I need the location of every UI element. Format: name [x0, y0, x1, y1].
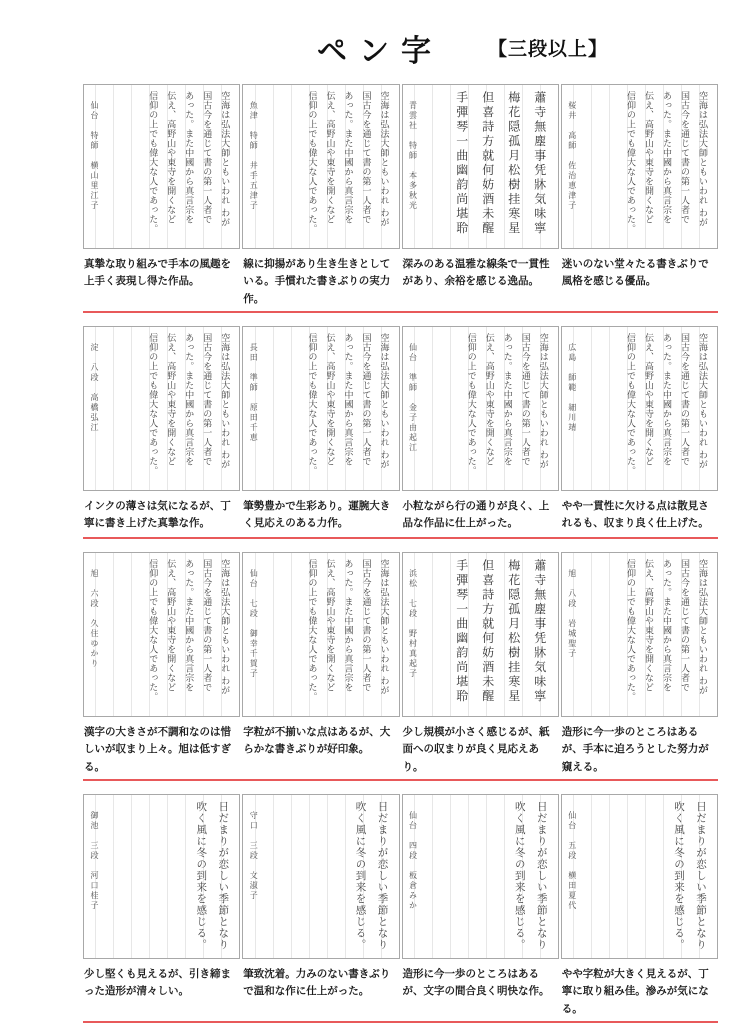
calligraphy-sample — [83, 552, 240, 717]
calligraphy-sample — [242, 326, 399, 491]
sample-text-column: 国古今を通じて書の第一人者で — [680, 332, 690, 466]
work-cell — [561, 552, 718, 776]
sample-text-column: 空海は弘法大師ともいわれ わが — [379, 91, 390, 228]
sample-text-column: 日だまりが恋しい季節となり — [535, 800, 548, 951]
calligraphy-sample — [242, 552, 399, 717]
sample-signature: 仙台 準師 金子由起江 — [408, 342, 418, 453]
calligraphy-sample — [83, 84, 240, 249]
sample-text-column: 吹く風に冬の到来を感じる。 — [354, 800, 367, 951]
work-cell — [83, 326, 240, 534]
judge-comment: 迷いのない堂々たる書きぶりで風格を感じる優品。 — [561, 259, 709, 288]
judge-comment: やや字粒が大きく見えるが、丁寧に取り組み佳。滲みが気になる。 — [561, 968, 709, 1015]
sample-text — [304, 333, 394, 484]
sample-text-column: 日だまりが恋しい季節となり — [217, 800, 230, 951]
judge-comment: 少し規模が小さく感じるが、紙面への収まりが良く見応えあり。 — [402, 726, 550, 773]
sample-text-column: 蕭寺無塵事凭牀気味寧 — [532, 91, 547, 236]
calligraphy-sample — [402, 84, 559, 249]
sample-signature: 仙台 特師 横山里江子 — [90, 101, 99, 211]
sample-text — [144, 91, 234, 242]
works-row-cells — [83, 84, 718, 308]
page-title: ペン字 — [317, 35, 444, 68]
calligraphy-sample — [242, 84, 399, 249]
sample-text-column: 空海は弘法大師ともいわれ わが — [379, 558, 390, 695]
sample-text-column: 蕭寺無塵事凭牀気味寧 — [532, 558, 547, 704]
sample-text-column: あった。また中國から真言宗を — [184, 558, 195, 692]
sample-signature: 浜松 七段 野村真起子 — [408, 568, 418, 679]
sample-signature: 桜井 高師 佐治恵津子 — [567, 101, 577, 211]
sample-text — [509, 801, 553, 952]
sample-text-column: あった。また中國から真言宗を — [343, 91, 354, 224]
work-cell — [83, 794, 240, 1018]
calligraphy-sample — [402, 326, 559, 491]
sample-signature: 広島 師範 細川靖 — [567, 342, 577, 433]
sample-text-column: 手彈琴一曲幽韵尚堪聆 — [454, 558, 469, 704]
sample-text-column: 吹く風に冬の到来を感じる。 — [195, 800, 208, 951]
sample-text — [622, 91, 712, 242]
sample-signature: 旭 六段 久住ゆかり — [90, 568, 99, 669]
sample-text-column: 空海は弘法大師ともいわれ わが — [698, 91, 708, 228]
sample-text-column: 伝え、高野山や東寺を開くなど — [484, 332, 495, 466]
sample-text-column: あった。また中國から真言宗を — [662, 91, 672, 224]
work-cell — [561, 794, 718, 1018]
red-underline — [83, 311, 718, 313]
sample-text — [190, 801, 234, 952]
sample-signature: 魚津 特師 井手五津子 — [249, 101, 259, 211]
work-cell — [83, 552, 240, 776]
sample-signature: 仙台 五段 横田夏代 — [567, 810, 577, 911]
works-row — [83, 794, 718, 1023]
judge-comment: 小粒ながら行の通りが良く、上品な作品に仕上がった。 — [402, 500, 550, 530]
sample-text-column: 梅花隠孤月松樹挂寒星 — [506, 91, 521, 236]
works-row — [83, 326, 718, 539]
sample-text — [304, 559, 394, 710]
sample-text-column: 空海は弘法大師ともいわれ わが — [698, 558, 708, 695]
sample-text-column: 伝え、高野山や東寺を開くなど — [166, 91, 177, 224]
sample-text — [622, 559, 712, 710]
sample-text-column: 空海は弘法大師ともいわれ わが — [220, 332, 231, 469]
red-underline — [83, 779, 718, 781]
sample-text-column: あった。また中國から真言宗を — [343, 332, 354, 466]
sample-text-column: 空海は弘法大師ともいわれ わが — [379, 332, 390, 469]
sample-text-column: 伝え、高野山や東寺を開くなど — [166, 558, 177, 692]
sample-text-column: 信仰の上でも偉大な人であった。 — [307, 332, 318, 476]
sample-text-column: 日だまりが恋しい季節となり — [376, 800, 389, 951]
sample-text-column: 国古今を通じて書の第一人者で — [680, 558, 690, 692]
sample-signature: 仙台 四段 板倉みか — [408, 810, 418, 911]
red-underline — [83, 537, 718, 539]
sample-text-column: 吹く風に冬の到来を感じる。 — [673, 800, 685, 951]
sample-text-column: あった。また中國から真言宗を — [184, 332, 195, 466]
works-row-cells — [83, 552, 718, 776]
sample-text-column: 国古今を通じて書の第一人者で — [202, 332, 213, 466]
sample-text-column: 梅花隠孤月松樹挂寒星 — [506, 558, 521, 704]
work-cell — [402, 794, 559, 1018]
work-cell — [242, 794, 399, 1018]
sample-text-column: 国古今を通じて書の第一人者で — [202, 558, 213, 692]
sample-text-column: 国古今を通じて書の第一人者で — [361, 332, 372, 466]
sample-signature: 御池 三段 河口桂子 — [90, 810, 99, 911]
judge-comment: 字粒が不揃いな点はあるが、大らかな書きぶりが好印象。 — [243, 726, 391, 756]
sample-text-column: 吹く風に冬の到来を感じる。 — [513, 800, 526, 951]
sample-text-column: 手彈琴一曲幽韵尚堪聆 — [454, 91, 469, 236]
sample-text — [144, 333, 234, 484]
judge-comment: インクの薄さは気になるが、丁寧に書き上げた真摯な作。 — [84, 500, 231, 530]
sample-text — [304, 91, 394, 242]
work-cell — [242, 552, 399, 776]
work-cell — [561, 326, 718, 534]
calligraphy-sample — [83, 326, 240, 491]
sample-signature: 長田 準師 原田千恵 — [249, 342, 259, 443]
work-cell — [561, 84, 718, 308]
sample-text — [622, 333, 712, 484]
sample-text-column: 信仰の上でも偉大な人であった。 — [148, 91, 159, 234]
sample-text-column: 空海は弘法大師ともいわれ わが — [538, 332, 549, 469]
calligraphy-sample — [83, 794, 240, 959]
sample-text-column: 伝え、高野山や東寺を開くなど — [325, 558, 336, 692]
sample-text-column: 空海は弘法大師ともいわれ わが — [220, 558, 231, 695]
sample-text — [449, 559, 553, 710]
works-row — [83, 84, 718, 313]
sample-text-column: 伝え、高野山や東寺を開くなど — [644, 558, 654, 692]
sample-text-column: 伝え、高野山や東寺を開くなど — [644, 91, 654, 224]
judge-comment: 少し堅くも見えるが、引き締まった造形が清々しい。 — [84, 968, 231, 998]
calligraphy-sample — [402, 552, 559, 717]
header — [0, 0, 755, 78]
sample-signature: 仙台 七段 御幸千賀子 — [249, 568, 259, 679]
red-underline — [83, 1021, 718, 1023]
sample-text-column: あった。また中國から真言宗を — [343, 558, 354, 692]
grade-label: 【三段以上】 — [488, 39, 609, 60]
judge-comment: 真摯な取り組みで手本の風趣を上手く表現し得た作品。 — [84, 259, 231, 288]
sample-text-column: 国古今を通じて書の第一人者で — [361, 558, 372, 692]
sample-text-column: 国古今を通じて書の第一人者で — [520, 332, 531, 466]
judge-comment: 漢字の大きさが不調和なのは惜しいが収まり上々。旭は低すぎる。 — [84, 726, 231, 773]
sample-text-column: 伝え、高野山や東寺を開くなど — [166, 332, 177, 466]
sample-text-column: 但喜詩方就何妨酒未醒 — [480, 91, 495, 236]
sample-text-column: 国古今を通じて書の第一人者で — [361, 91, 372, 224]
sample-text-column: 信仰の上でも偉大な人であった。 — [148, 332, 159, 476]
sample-text-column: あった。また中國から真言宗を — [502, 332, 513, 466]
sample-signature: 青雲社 特師 本多秋光 — [408, 101, 418, 211]
sample-text-column: 伝え、高野山や東寺を開くなど — [325, 332, 336, 466]
sample-text-column: 信仰の上でも偉大な人であった。 — [148, 558, 159, 702]
calligraphy-sample — [561, 84, 718, 249]
calligraphy-sample — [402, 794, 559, 959]
sample-text-column: 伝え、高野山や東寺を開くなど — [325, 91, 336, 224]
sample-text-column: 信仰の上でも偉大な人であった。 — [626, 91, 636, 234]
sample-text-column: 空海は弘法大師ともいわれ わが — [698, 332, 708, 469]
sample-text-column: 伝え、高野山や東寺を開くなど — [644, 332, 654, 466]
sample-text-column: 信仰の上でも偉大な人であった。 — [307, 91, 318, 234]
calligraphy-sample — [561, 326, 718, 491]
sample-signature: 守口 三段 文淑子 — [249, 810, 259, 901]
judge-comment: 線に抑揚があり生き生きとしている。手慣れた書きぶりの実力作。 — [243, 259, 391, 305]
work-cell — [402, 326, 559, 534]
sample-text-column: 但喜詩方就何妨酒未醒 — [480, 558, 495, 704]
sample-text-column: 国古今を通じて書の第一人者で — [680, 91, 690, 224]
work-cell — [402, 552, 559, 776]
work-cell — [242, 326, 399, 534]
judge-comment: 筆勢豊かで生彩あり。運腕大きく見応えのある力作。 — [243, 500, 391, 530]
sample-text-column: 日だまりが恋しい季節となり — [695, 800, 707, 951]
works-row — [83, 552, 718, 781]
judge-comment: 造形に今一歩のところはあるが、文字の間合良く明快な作。 — [402, 968, 550, 998]
work-cell — [402, 84, 559, 308]
works-row-cells — [83, 794, 718, 1018]
sample-text — [144, 559, 234, 710]
work-cell — [242, 84, 399, 308]
sample-text — [350, 801, 394, 952]
works-row-cells — [83, 326, 718, 534]
sample-text — [463, 333, 553, 484]
work-cell — [83, 84, 240, 308]
sample-text-column: 信仰の上でも偉大な人であった。 — [626, 558, 636, 702]
judge-comment: やや一貫性に欠ける点は散見されるも、収まり良く仕上げた。 — [561, 500, 709, 530]
judge-comment: 深みのある温雅な線条で一貫性があり、余裕を感じる逸品。 — [402, 259, 550, 288]
sample-text-column: 信仰の上でも偉大な人であった。 — [626, 332, 636, 476]
sample-text-column: 信仰の上でも偉大な人であった。 — [307, 558, 318, 702]
judge-comment: 造形に今一歩のところはあるが、手本に迫ろうとした努力が窺える。 — [561, 726, 709, 773]
sample-text — [668, 801, 712, 952]
works-grid — [83, 84, 718, 1023]
sample-text-column: 空海は弘法大師ともいわれ わが — [220, 91, 231, 228]
sample-text-column: あった。また中國から真言宗を — [662, 332, 672, 466]
sample-text-column: 国古今を通じて書の第一人者で — [202, 91, 213, 224]
sample-signature: 淀 八段 高橋弘江 — [90, 342, 99, 433]
sample-text-column: 信仰の上でも偉大な人であった。 — [466, 332, 477, 476]
sample-text-column: あった。また中國から真言宗を — [662, 558, 672, 692]
calligraphy-sample — [561, 794, 718, 959]
sample-text-column: あった。また中國から真言宗を — [184, 91, 195, 224]
sample-signature: 旭 八段 岩城聖子 — [567, 568, 577, 659]
judge-comment: 筆致沈着。力みのない書きぶりで温和な作に仕上がった。 — [243, 968, 391, 998]
sample-text — [449, 91, 553, 242]
calligraphy-sample — [242, 794, 399, 959]
calligraphy-sample — [561, 552, 718, 717]
